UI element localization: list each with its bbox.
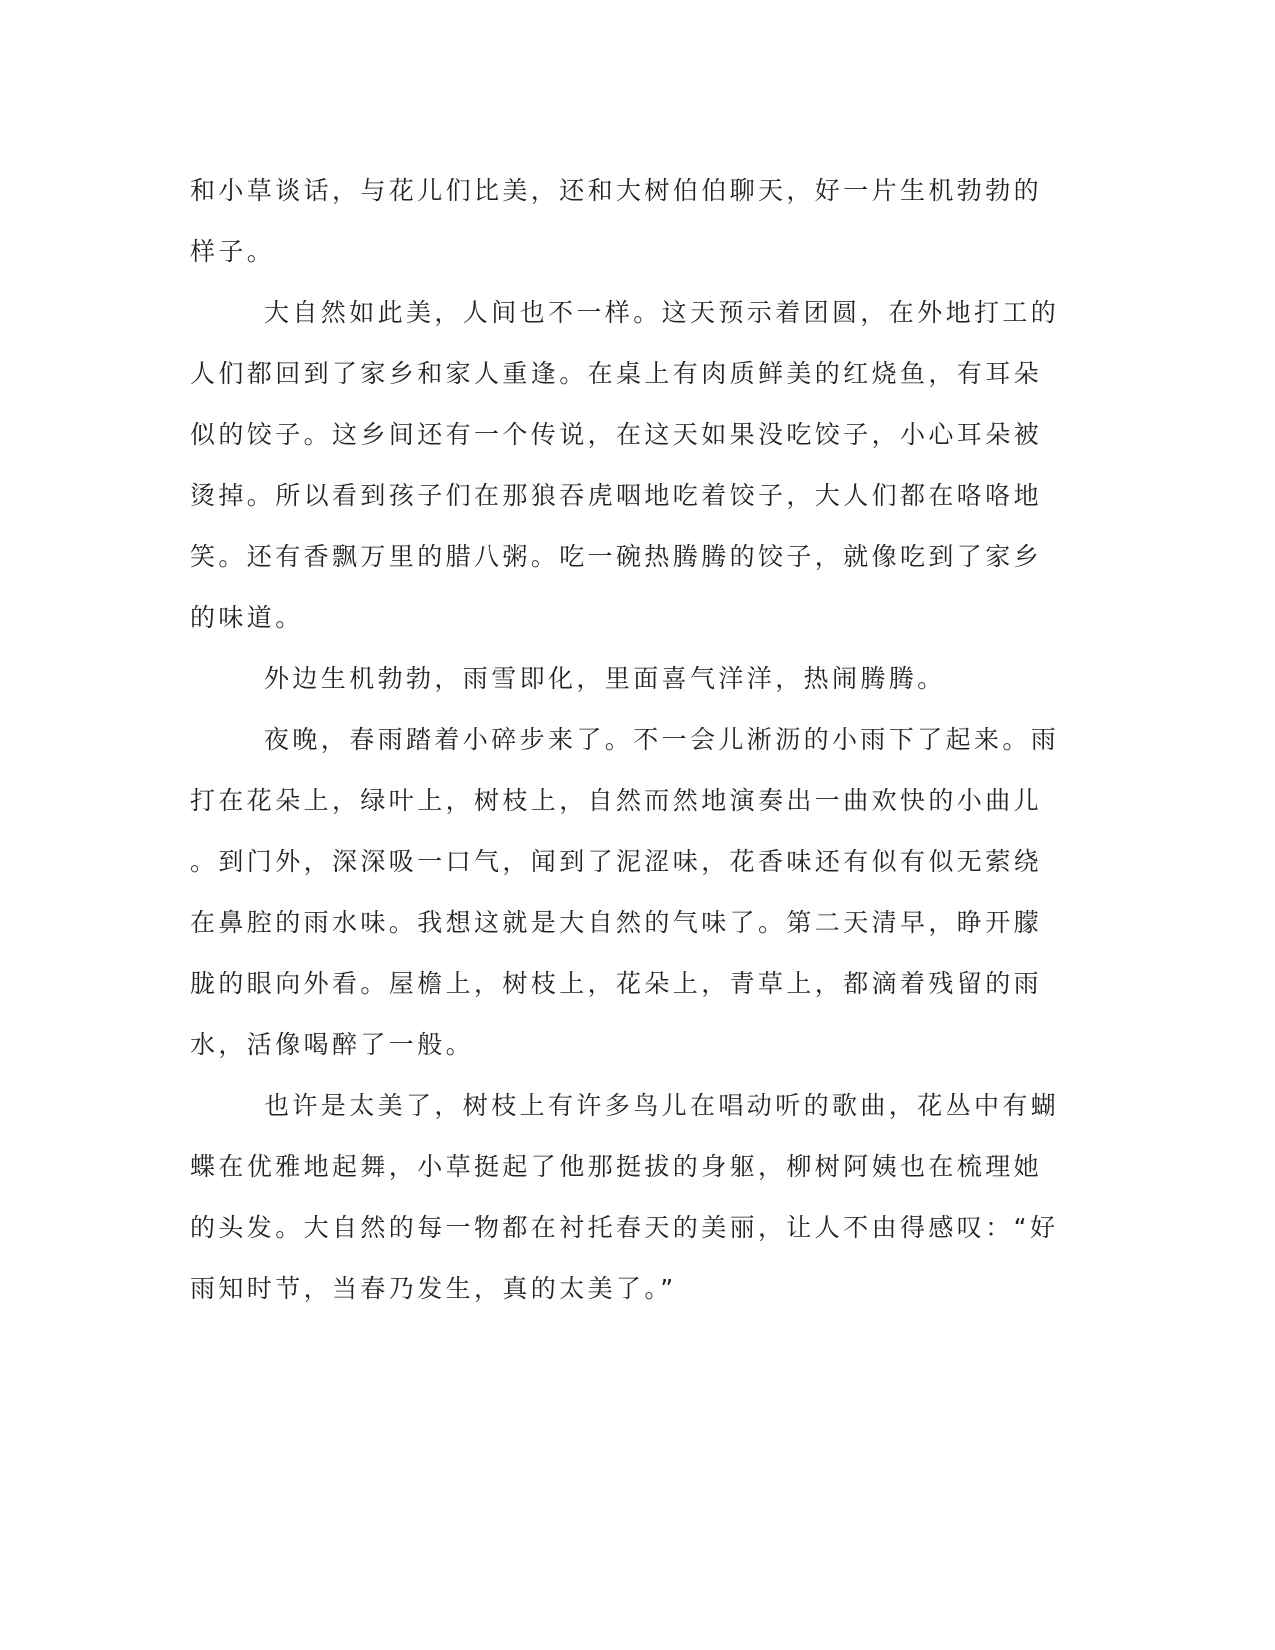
paragraph-line: 烫掉。所以看到孩子们在那狼吞虎咽地吃着饺子，大人们都在咯咯地 <box>190 481 1043 510</box>
paragraph-line: 人们都回到了家乡和家人重逢。在桌上有肉质鲜美的红烧鱼，有耳朵 <box>190 359 1043 388</box>
paragraph-line: 水，活像喝醉了一般。 <box>190 1030 475 1059</box>
paragraph-line: 的头发。大自然的每一物都在衬托春天的美丽，让人不由得感叹：“好 <box>190 1213 1059 1242</box>
paragraph-first-line: 夜晚，春雨踏着小碎步来了。不一会儿淅沥的小雨下了起来。雨 <box>264 725 1060 754</box>
paragraph-line: 样子。 <box>190 237 276 266</box>
paragraph-line: 和小草谈话，与花儿们比美，还和大树伯伯聊天，好一片生机勃勃的 <box>190 176 1043 205</box>
document-body <box>190 160 1080 1319</box>
paragraph-line: 蝶在优雅地起舞，小草挺起了他那挺拔的身躯，柳树阿姨也在梳理她 <box>190 1152 1043 1181</box>
paragraph-line: 雨知时节，当春乃发生，真的太美了。” <box>190 1274 677 1303</box>
paragraph-line: 的味道。 <box>190 603 304 632</box>
paragraph-line: 似的饺子。这乡间还有一个传说，在这天如果没吃饺子，小心耳朵被 <box>190 420 1043 449</box>
paragraph-3 <box>190 648 1080 709</box>
paragraph-1 <box>190 160 1080 282</box>
paragraph-4 <box>190 709 1080 1075</box>
paragraph-first-line: 外边生机勃勃，雨雪即化，里面喜气洋洋，热闹腾腾。 <box>264 664 946 693</box>
paragraph-2 <box>190 282 1080 648</box>
paragraph-5 <box>190 1075 1080 1319</box>
paragraph-line: 在鼻腔的雨水味。我想这就是大自然的气味了。第二天清早，睁开朦 <box>190 908 1043 937</box>
paragraph-line: 打在花朵上，绿叶上，树枝上，自然而然地演奏出一曲欢快的小曲儿 <box>190 786 1043 815</box>
paragraph-first-line: 也许是太美了，树枝上有许多鸟儿在唱动听的歌曲，花丛中有蝴 <box>264 1091 1060 1120</box>
paragraph-line: 。到门外，深深吸一口气，闻到了泥涩味，花香味还有似有似无萦绕 <box>190 847 1043 876</box>
paragraph-line: 笑。还有香飘万里的腊八粥。吃一碗热腾腾的饺子，就像吃到了家乡 <box>190 542 1043 571</box>
paragraph-line: 胧的眼向外看。屋檐上，树枝上，花朵上，青草上，都滴着残留的雨 <box>190 969 1043 998</box>
paragraph-first-line: 大自然如此美，人间也不一样。这天预示着团圆，在外地打工的 <box>264 298 1060 327</box>
